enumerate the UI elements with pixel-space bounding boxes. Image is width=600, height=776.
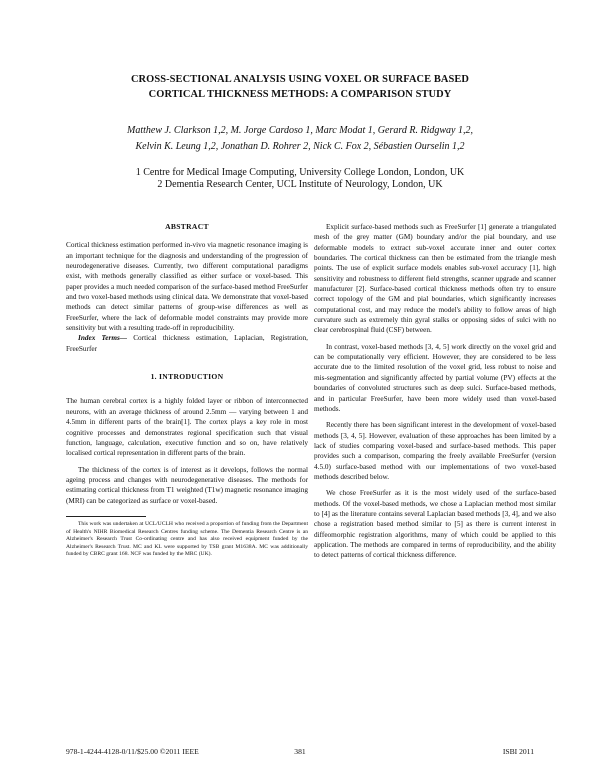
footer-venue: ISBI 2011 — [502, 747, 534, 756]
abstract-text: Cortical thickness estimation performed in-vivo via magnetic resonance imaging is an important technique for the diagnosis and understanding of the progression of neurodegenerative diseases. Currently, two different computational paradigms exist, with methods generally classified as either surface or voxel-based. This paper provides a much needed comparison of the surface-based method FreeSurfer and two voxel-based methods using clinical data. We demonstrate that voxel-based methods can detect similar patterns of group-wise differences as well as FreeSurfer, where the lack of deformable model constraints may provide more sensitivity but with a resulting trade-off in reproducibility. — [66, 241, 308, 333]
page-number: 381 — [294, 747, 306, 756]
intro-paragraph-2: The thickness of the cortex is of interest as it develops, follows the normal ageing process and changes with neurodegenerative diseases. The methods for estimating cortical thickness from T1 weighted (T1w) magnetic resonance imaging (MRI) can be categorized as surface or voxel-based. — [66, 465, 308, 505]
left-column — [66, 222, 308, 559]
right-paragraph-4: We chose FreeSurfer as it is the most widely used of the surface-based methods. Of the voxel-based methods, we chose a Laplacian method most similar to [4] as the literature contains several Laplacian based methods [3, 4], and we also chose a registration based method similar to [5] as there is current interest in diffeomorphic registration algorithms, many of which could be applied to this application. The methods are compared in terms of reproducibility, and the ability to detect patterns of cortical thickness difference. — [314, 489, 556, 560]
authors-line-2: Kelvin K. Leung 1,2, Jonathan D. Rohrer 2, Nick C. Fox 2, Sébastien Ourselin 1,2 — [135, 141, 465, 152]
authors-line-1: Matthew J. Clarkson 1,2, M. Jorge Cardoso 1, Marc Modat 1, Gerard R. Ridgway 1,2, — [127, 125, 473, 136]
affiliation-1: 1 Centre for Medical Image Computing, University College London, London, UK — [135, 167, 465, 178]
index-terms — [66, 333, 308, 354]
intro-paragraph-1: The human cerebral cortex is a highly folded layer or ribbon of interconnected neurons, with an average thickness of around 2.5mm — varying between 1 and 4.5mm in different parts of the brain[1]. The cortex plays a key role in most cognitive processes and demonstrates regional specification such that visual function, language, calculation, executive function and so on, have relatively localised cortical representation in different parts of the brain. — [66, 397, 308, 458]
right-column — [314, 222, 556, 561]
footnote-rule — [66, 516, 146, 517]
affiliation-2: 2 Dementia Research Center, UCL Institute of Neurology, London, UK — [157, 179, 443, 190]
footer-isbn: 978-1-4244-4128-0/11/$25.00 ©2011 IEEE — [66, 747, 199, 756]
abstract-heading: ABSTRACT — [165, 222, 209, 231]
index-terms-label: Index Terms— — [78, 334, 128, 343]
affiliations — [60, 167, 540, 191]
author-list — [60, 123, 540, 155]
paper-title — [60, 72, 540, 102]
index-terms-text: Cortical thickness estimation, Laplacian, Registration, FreeSurfer — [66, 334, 308, 353]
right-paragraph-1: Explicit surface-based methods such as FreeSurfer [1] generate a triangulated mesh of the grey matter (GM) boundary and/or the pial boundary, and use deformable models to extract sub-voxel accurate inner and outer cortex boundaries. The cortical thickness can then be estimated from the triangle mesh points. The use of explicit surface models enables sub-voxel accuracy [1], high sensitivity and robustness to different field strengths, scanner upgrade and scanner manufacturer [2]. Surface-based cortical thickness methods often try to ensure correct topology of the GM and pial boundaries, which significantly increases computational cost, and may reduce the model's ability to follow areas of high curvature such as extremely thin gyral stalks or opposing sides of sulci with no clear cerebrospinal fluid (CSF) between. — [314, 223, 556, 335]
title-line-1: CROSS-SECTIONAL ANALYSIS USING VOXEL OR SURFACE BASED — [130, 74, 470, 85]
footnote: This work was undertaken at UCL/UCLH who received a proportion of funding from the Department of Health's NIHR Biomedical Research Centres funding scheme. The Dementia Research Centre is an Alzheimer's Research Trust Co-ordinating centre and has also received equipment funded by the Alzheimer's Research Trust. MC and KL were supported by TSB grant M1638A. MC was additionally funded by CBRC grant 168. NCF was funded by the MRC (UK). — [66, 520, 308, 558]
introduction-heading: 1. INTRODUCTION — [150, 372, 224, 382]
right-paragraph-3: Recently there has been significant interest in the development of voxel-based methods [3, 4, 5]. However, evaluation of these approaches has been limited by a lack of studies comparing voxel-based and surface-based methods. This paper provides such a comparison, comparing the freely available FreeSurfer (version 4.5.0) surface-based method with our implementations of two voxel-based methods described below. — [314, 421, 556, 481]
title-line-2: CORTICAL THICKNESS METHODS: A COMPARISON STUDY — [148, 89, 452, 100]
right-paragraph-2: In contrast, voxel-based methods [3, 4, 5] work directly on the voxel grid and can be computationally very efficient. However, they are considered to be less accurate due to the limited resolution of the voxel grid, less robust to noise and mis-segmentation and significantly affected by partial volume (PV) effects at the boundaries of convoluted structures such as deep sulci. Surface-based methods, and in particular FreeSurfer, have been more widely used than voxel-based methods. — [314, 342, 556, 413]
